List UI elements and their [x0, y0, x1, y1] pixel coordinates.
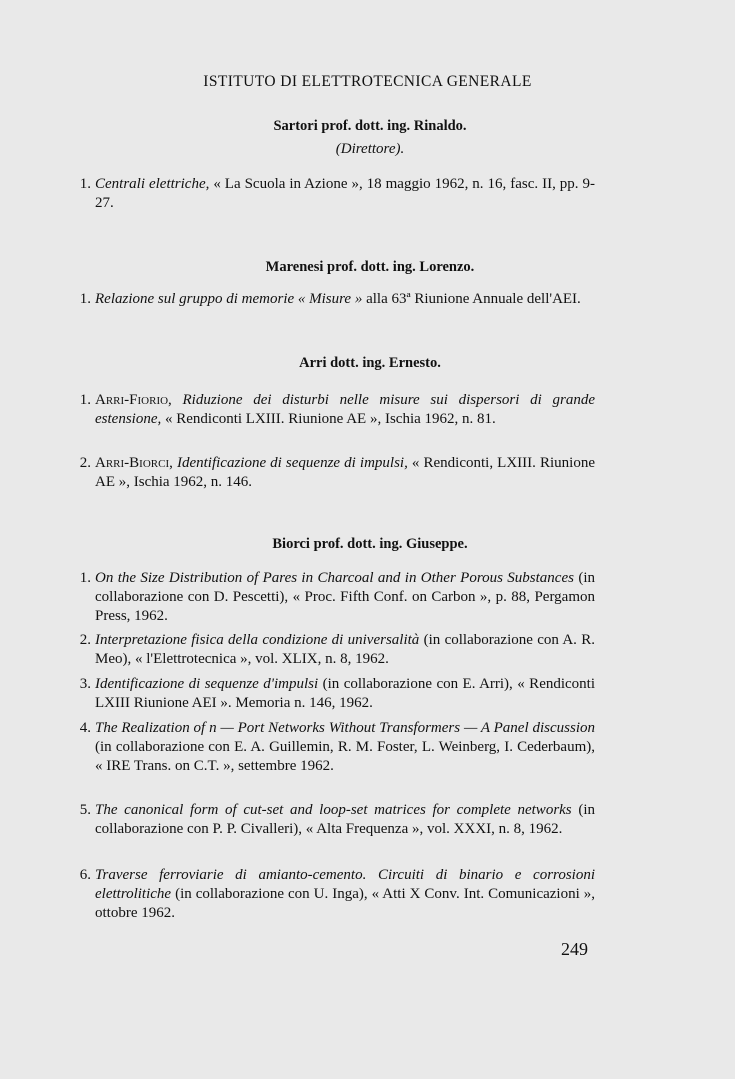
list-item [79, 569, 595, 626]
entry-title: The Realization of n — Port Networks Without Transformers — A Panel discussion [95, 720, 595, 736]
list-item [79, 719, 595, 776]
entry-citation: (in collaborazione con A. R. Meo), « l'Elettrotecnica », vol. XLIX, n. 8, 1962. [95, 632, 595, 667]
entry-number: 3. [79, 676, 91, 692]
entry-citation: « Rendiconti LXIII. Riunione AE », Ischia 1962, n. 81. [161, 411, 496, 427]
entry-citation: alla 63ª Riunione Annuale dell'AEI. [362, 291, 581, 307]
entry-number: 5. [79, 802, 91, 818]
entry-number: 1. [79, 291, 91, 307]
section-heading: Marenesi prof. dott. ing. Lorenzo. [265, 259, 475, 275]
entry-title: Traverse ferroviarie di amianto-cemento. Circuiti di binario e corrosioni elettrolitiche [95, 867, 595, 902]
entry-number: 1. [79, 570, 91, 586]
entry-authors: Arri-Fiorio, [95, 392, 172, 408]
entry-number: 2. [79, 455, 91, 471]
page-number: 249 [561, 939, 588, 959]
entry-citation: « Rendiconti, LXIII. Riunione AE », Ischia 1962, n. 146. [95, 455, 595, 490]
entry-citation: (in collaborazione con D. Pescetti), « Proc. Fifth Conf. on Carbon », p. 88, Pergamon Press, 1962. [95, 570, 595, 624]
entry-number: 6. [79, 867, 91, 883]
entry-title: Centrali elettriche, [95, 176, 210, 192]
entry-citation: (in collaborazione con U. Inga), « Atti X Conv. Int. Comunicazioni », ottobre 1962. [95, 886, 595, 921]
section-heading: Sartori prof. dott. ing. Rinaldo. [273, 118, 467, 134]
entry-number: 2. [79, 632, 91, 648]
institute-title: ISTITUTO DI ELETTROTECNICA GENERALE [203, 73, 532, 90]
entry-title: Riduzione dei disturbi nelle misure sui dispersori di grande estensione, [95, 392, 595, 427]
list-item [79, 175, 595, 213]
list-item [79, 290, 595, 309]
entry-citation: (in collaborazione con P. P. Civalleri), « Alta Frequenza », vol. XXXI, n. 8, 1962. [95, 802, 595, 837]
entry-title: Relazione sul gruppo di memorie « Misure » [95, 291, 363, 307]
list-item [79, 391, 595, 429]
entry-title: Identificazione di sequenze d'impulsi [95, 676, 319, 692]
entry-citation: « La Scuola in Azione », 18 maggio 1962, n. 16, fasc. II, pp. 9-27. [95, 176, 595, 211]
section-heading: Arri dott. ing. Ernesto. [299, 355, 441, 371]
entry-title: On the Size Distribution of Pares in Charcoal and in Other Porous Substances [95, 570, 574, 586]
list-item [79, 866, 595, 923]
list-item [79, 675, 596, 713]
list-item [79, 801, 595, 839]
section-subheading: (Direttore). [335, 141, 405, 157]
entry-number: 1. [79, 392, 91, 408]
entry-number: 4. [79, 720, 91, 736]
section-heading: Biorci prof. dott. ing. Giuseppe. [272, 536, 468, 552]
entry-citation: (in collaborazione con E. A. Guillemin, R. M. Foster, L. Weinberg, I. Cederbaum), « IRE Trans. on C.T. », settembre 1962. [95, 739, 595, 774]
entry-authors: Arri-Biorci, [95, 455, 173, 471]
entry-title: The canonical form of cut-set and loop-set matrices for complete networks [95, 802, 572, 818]
entry-number: 1. [79, 176, 91, 192]
entry-title: Identificazione di sequenze di impulsi, [172, 455, 408, 471]
entry-citation: (in collaborazione con E. Arri), « Rendiconti LXIII Riunione AEI ». Memoria n. 146, 1962. [95, 676, 596, 711]
list-item [79, 631, 595, 669]
list-item [79, 454, 595, 492]
entry-title: Interpretazione fisica della condizione di universalità [95, 632, 420, 648]
